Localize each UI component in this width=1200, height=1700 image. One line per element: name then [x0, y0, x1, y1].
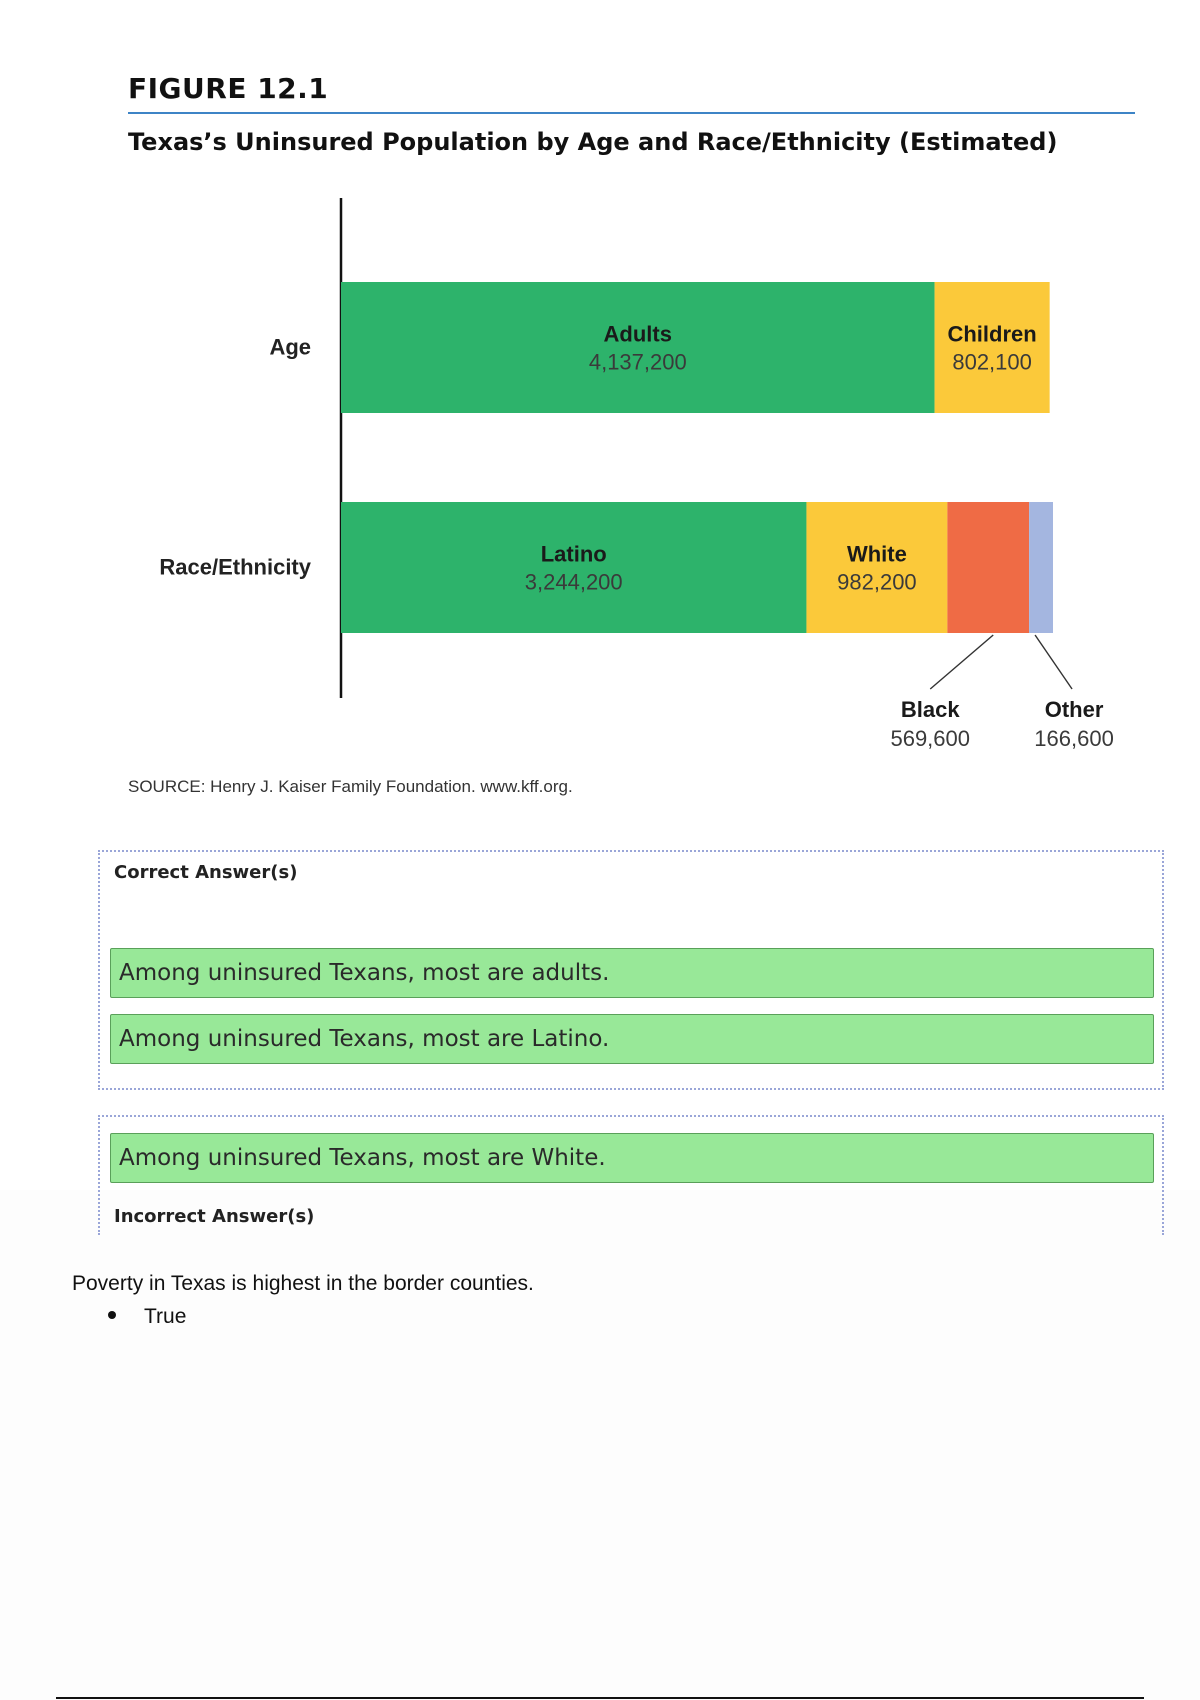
- segment-value-latino: 3,244,200: [524, 569, 623, 595]
- segment-name-children: Children: [947, 321, 1037, 347]
- correct-answers-heading: Correct Answer(s): [114, 862, 298, 883]
- segment-value-black: 569,600: [890, 726, 971, 751]
- segment-value-other: 166,600: [1034, 726, 1114, 751]
- page-background-lower: [0, 1190, 1200, 1700]
- callout-line-other: [1035, 635, 1072, 689]
- segment-name-black: Black: [900, 697, 960, 722]
- question-text: Poverty in Texas is highest in the border counties.: [72, 1272, 534, 1295]
- bar-segment-black: [947, 502, 1029, 633]
- correct-answers-box: [98, 850, 1164, 1090]
- category-label-age: Age: [269, 334, 311, 360]
- segment-value-adults: 4,137,200: [588, 349, 687, 375]
- bar-segment-latino: [341, 502, 806, 633]
- answer-option-label: True: [144, 1305, 187, 1328]
- uninsured-stacked-bar-chart: [0, 180, 1200, 760]
- incorrect-answer-white[interactable]: Among uninsured Texans, most are White.: [110, 1133, 1154, 1183]
- bar-segment-children: [935, 282, 1050, 413]
- figure-title: Texas’s Uninsured Population by Age and Race/Ethnicity (Estimated): [128, 128, 1058, 156]
- figure-source: SOURCE: Henry J. Kaiser Family Foundation. www.kff.org.: [128, 777, 573, 796]
- segment-name-adults: Adults: [603, 321, 673, 347]
- category-label-race-ethnicity: Race/Ethnicity: [159, 554, 311, 580]
- callout-line-black: [930, 635, 993, 689]
- correct-answer-latino[interactable]: Among uninsured Texans, most are Latino.: [110, 1014, 1154, 1064]
- segment-name-latino: Latino: [540, 541, 607, 567]
- bar-segment-adults: [341, 282, 935, 413]
- bullet-icon: [108, 1311, 116, 1319]
- incorrect-answers-heading: Incorrect Answer(s): [114, 1206, 315, 1227]
- bar-segment-white: [806, 502, 947, 633]
- segment-name-white: White: [846, 541, 907, 567]
- bar-segment-other: [1029, 502, 1053, 633]
- segment-value-white: 982,200: [837, 569, 917, 595]
- figure-label: FIGURE 12.1: [128, 72, 329, 105]
- correct-answer-adults[interactable]: Among uninsured Texans, most are adults.: [110, 948, 1154, 998]
- figure-divider: [128, 112, 1135, 114]
- segment-name-other: Other: [1044, 697, 1104, 722]
- page-bottom-rule: [56, 1697, 1144, 1699]
- incorrect-answers-box: [98, 1115, 1164, 1235]
- answer-option[interactable]: [108, 1305, 186, 1329]
- segment-value-children: 802,100: [952, 349, 1032, 375]
